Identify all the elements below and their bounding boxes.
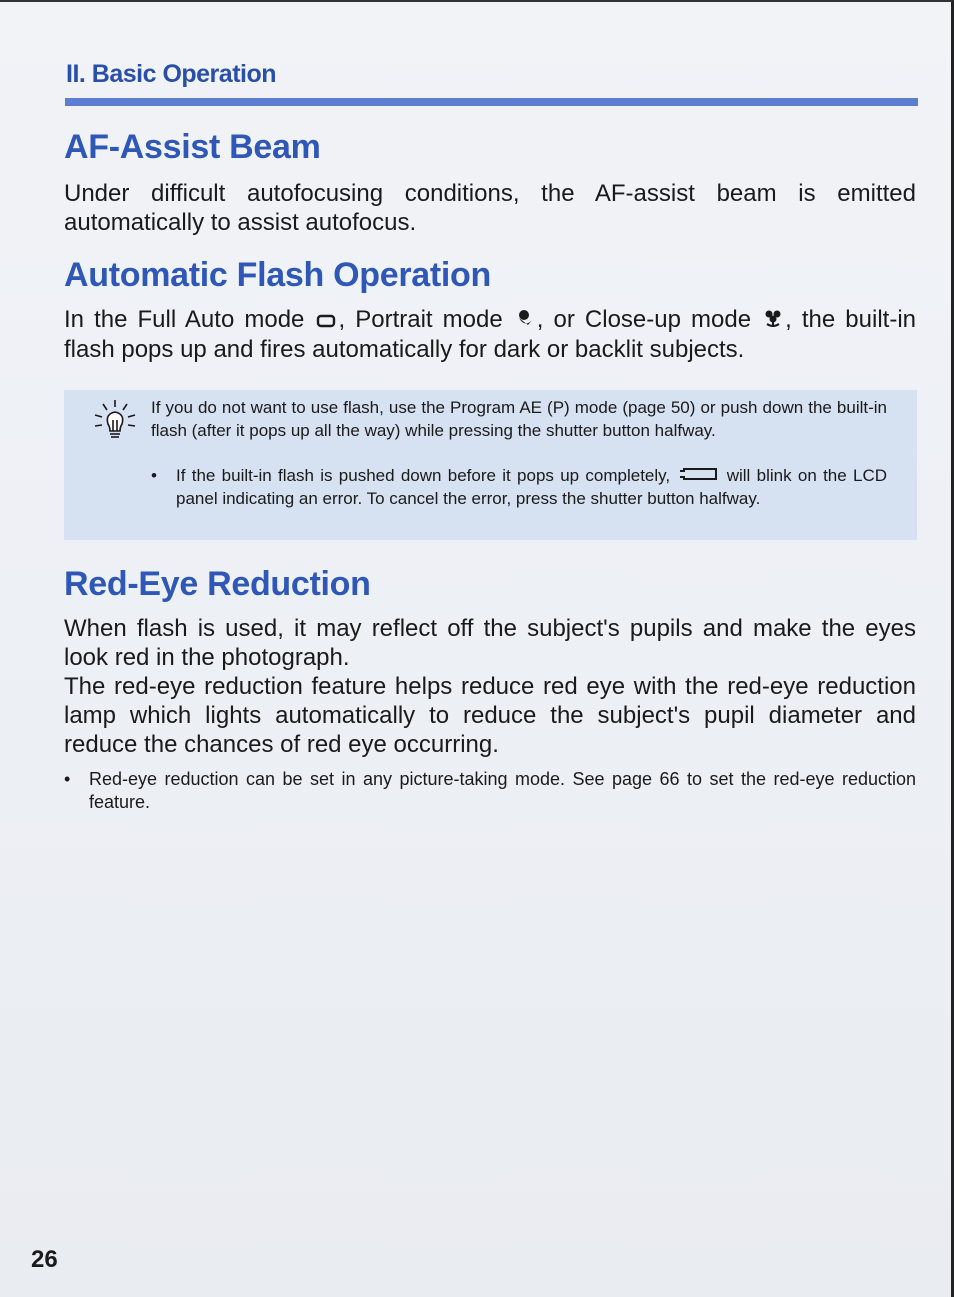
flash-error-icon: [678, 465, 718, 488]
auto-flash-text-2: , Portrait mode: [338, 306, 503, 333]
red-eye-body-2: The red-eye reduction feature helps reduce red eye with the red-eye reduction lamp which lights automatically to reduce the subject's pupil diameter and reduce the chances of red eye occurring.: [64, 673, 916, 758]
heading-automatic-flash: Automatic Flash Operation: [64, 256, 491, 294]
auto-flash-text-1: In the Full Auto mode: [64, 306, 305, 333]
red-eye-bullet: [64, 768, 916, 814]
heading-red-eye-reduction: Red-Eye Reduction: [64, 565, 371, 603]
header-rule: [65, 98, 918, 106]
auto-flash-text-4: , the built-in flash pops up and fires automatically for dark or backlit subjects.: [64, 306, 917, 364]
heading-af-assist-beam: AF-Assist Beam: [64, 128, 321, 166]
portrait-mode-icon: [515, 306, 535, 335]
af-assist-body: Under difficult autofocusing conditions, the AF-assist beam is emitted automatically to assist autofocus.: [64, 180, 916, 236]
auto-flash-body: [64, 305, 916, 364]
full-auto-mode-icon: [316, 306, 336, 335]
tip-note-bullet: [151, 465, 887, 510]
auto-flash-text-3: , or Close-up mode: [536, 306, 752, 333]
section-label: II. Basic Operation: [66, 60, 277, 88]
bullet-dot: •: [64, 769, 71, 789]
red-eye-body-1: When flash is used, it may reflect off the subject's pupils and make the eyes look red in the photograph.: [64, 615, 916, 671]
bullet-dot: •: [151, 466, 157, 485]
tip-bullet-text-2: will blink on the LCD panel indicating an error. To cancel the error, press the shutter button halfway.: [176, 466, 887, 508]
page-number: 26: [31, 1246, 58, 1273]
tip-bullet-text-1: If the built-in flash is pushed down before it pops up completely,: [176, 466, 671, 485]
tip-note-bullet-text: [176, 465, 887, 510]
tip-note-text: If you do not want to use flash, use the Program AE (P) mode (page 50) or push down the built-in flash (after it pops up all the way) while pressing the shutter button halfway.: [151, 398, 887, 440]
lightbulb-tip-icon: [92, 398, 138, 444]
red-eye-bullet-text: Red-eye reduction can be set in any picture-taking mode. See page 66 to set the red-eye reduction feature.: [89, 769, 916, 812]
close-up-mode-icon: [763, 306, 783, 335]
